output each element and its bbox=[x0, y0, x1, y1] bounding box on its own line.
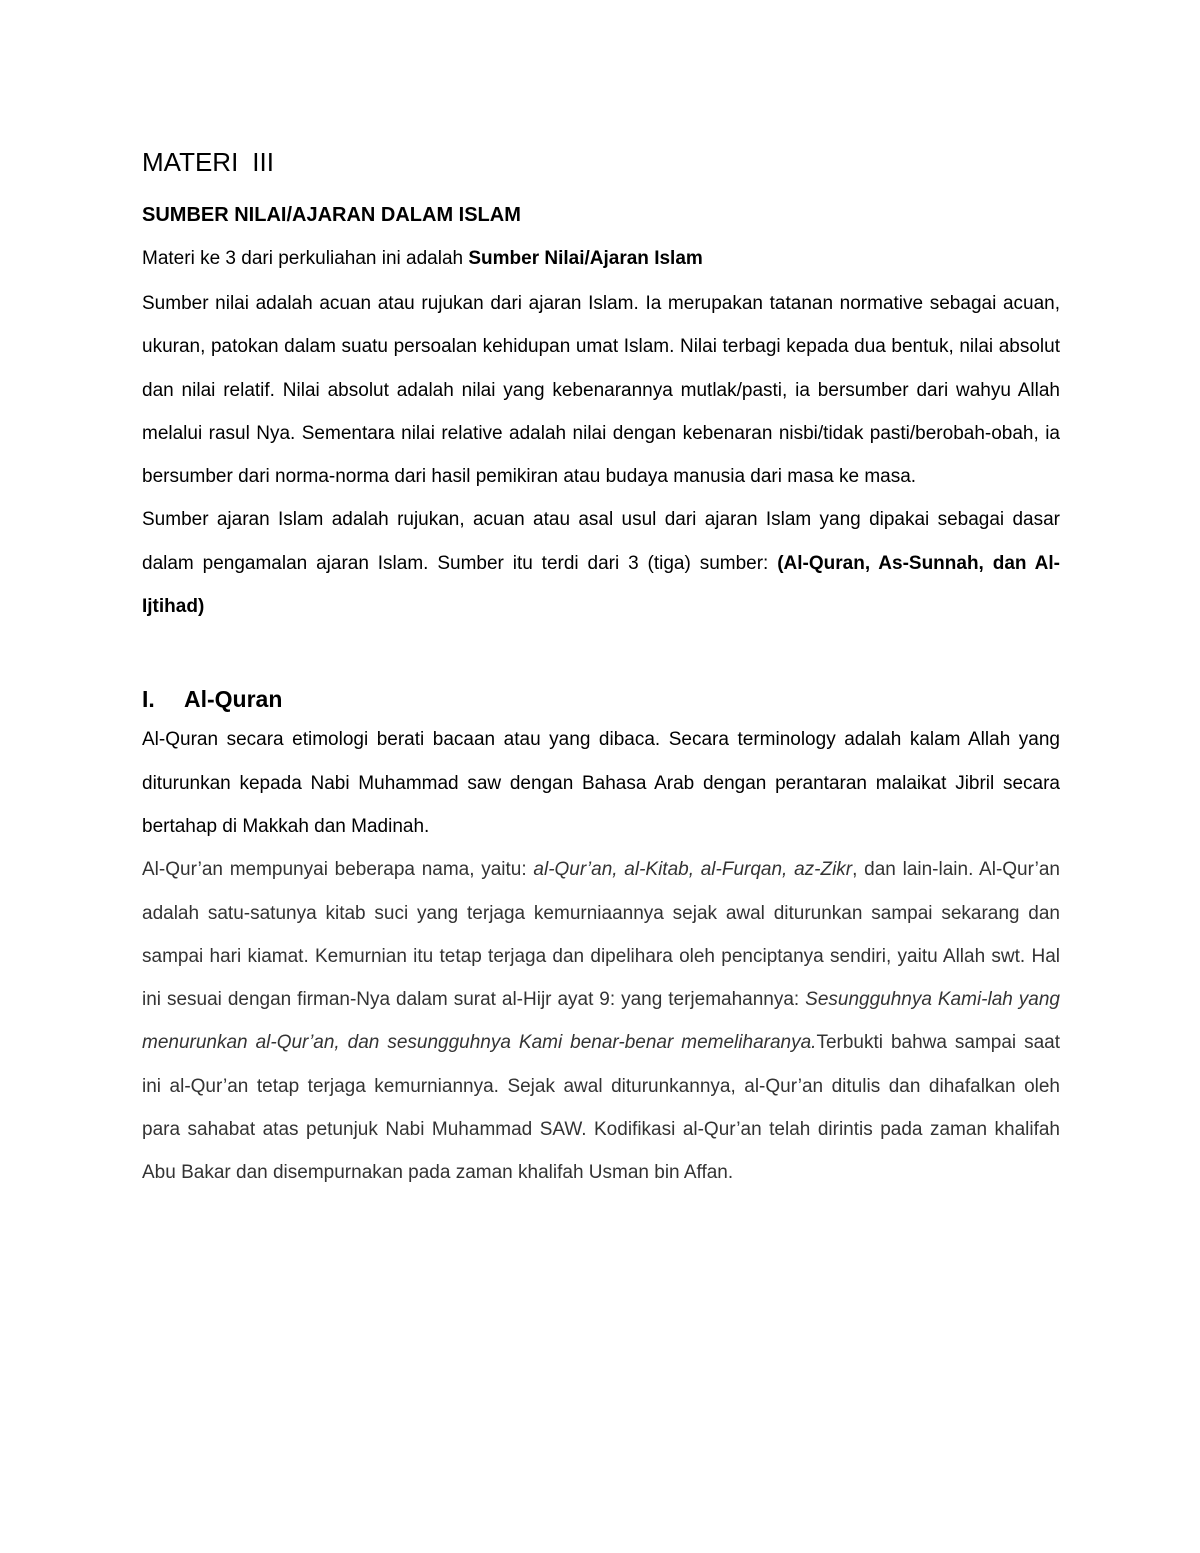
intro-emphasis: Sumber Nilai/Ajaran Islam bbox=[468, 248, 703, 269]
names-part3: Terbukti bahwa sampai saat ini al-Qur’an tetap terjaga kemurniannya. Sejak awal diturunkannya, al-Qur’an ditulis dan dihafalkan oleh para sahabat atas petunjuk Nabi Muhammad SAW. Kodifikasi al-Qur’an telah dirintis pada zaman khalifah Abu Bakar dan disempurnakan pada zaman khalifah Usman bin Affan. bbox=[142, 1032, 1061, 1184]
page-title bbox=[142, 140, 1060, 184]
section-heading-al-quran bbox=[142, 682, 1060, 716]
names-italic: al-Qur’an, al-Kitab, al-Furqan, az-Zikr bbox=[533, 859, 853, 881]
names-part2: , dan lain-lain. Al-Qur’an adalah satu-satunya kitab suci yang terjaga kemurniaannya sejak awal diturunkan sampai sekarang dan sampai hari kiamat. Kemurnian itu tetap terjaga dan dipelihara oleh penciptanya sendiri, yaitu Allah swt. Hal ini sesuai dengan firman-Nya dalam surat al-Hijr ayat 9: yang terjemahannya: bbox=[142, 859, 1061, 1011]
paragraph-sumber-ajaran bbox=[142, 498, 1060, 628]
paragraph-sumber-nilai: Sumber nilai adalah acuan atau rujukan dari ajaran Islam. Ia merupakan tatanan normative sebagai acuan, ukuran, patokan dalam suatu persoalan kehidupan umat Islam. Nilai terbagi kepada dua bentuk, nilai absolut dan nilai relatif. Nilai absolut adalah nilai yang kebenarannya mutlak/pasti, ia bersumber dari wahyu Allah melalui rasul Nya. Sementara nilai relative adalah nilai dengan kebenaran nisbi/tidak pasti/berobah-obah, ia bersumber dari norma-norma dari hasil pemikiran atau budaya manusia dari masa ke masa. bbox=[142, 293, 1060, 488]
ajaran-text: Sumber ajaran Islam adalah rujukan, acuan atau asal usul dari ajaran Islam yang dipakai sebagai dasar dalam pengamalan ajaran Islam. Sumber itu terdi dari 3 (tiga) sumber: bbox=[142, 509, 1060, 574]
intro-line bbox=[142, 244, 1060, 274]
ajaran-sources-emphasis: (Al-Quran, As-Sunnah, dan Al-Ijtihad) bbox=[142, 552, 1060, 618]
document-body bbox=[142, 140, 1060, 1195]
section-number: I. bbox=[142, 686, 155, 713]
paragraph-al-quran-definition: Al-Quran secara etimologi berati bacaan atau yang dibaca. Secara terminology adalah kalam Allah yang diturunkan kepada Nabi Muhammad saw dengan Bahasa Arab dengan perantaran malaikat Jibril secara bertahap di Makkah dan Madinah. bbox=[142, 729, 1060, 837]
document-subtitle: SUMBER NILAI/AJARAN DALAM ISLAM bbox=[142, 204, 521, 226]
quote-italic: Sesungguhnya Kami-lah yang menurunkan al-Qur’an, dan sesungguhnya Kami benar-benar memeliharanya. bbox=[142, 989, 1060, 1054]
section-title: Al-Quran bbox=[184, 686, 283, 713]
title-roman-numeral: III bbox=[252, 147, 274, 177]
names-part1: Al-Qur’an mempunyai beberapa nama, yaitu: bbox=[142, 859, 534, 881]
intro-prefix: Materi ke 3 dari perkuliahan ini adalah bbox=[142, 248, 469, 269]
paragraph-al-quran-names bbox=[142, 848, 1060, 1194]
title-word: MATERI bbox=[142, 147, 239, 177]
